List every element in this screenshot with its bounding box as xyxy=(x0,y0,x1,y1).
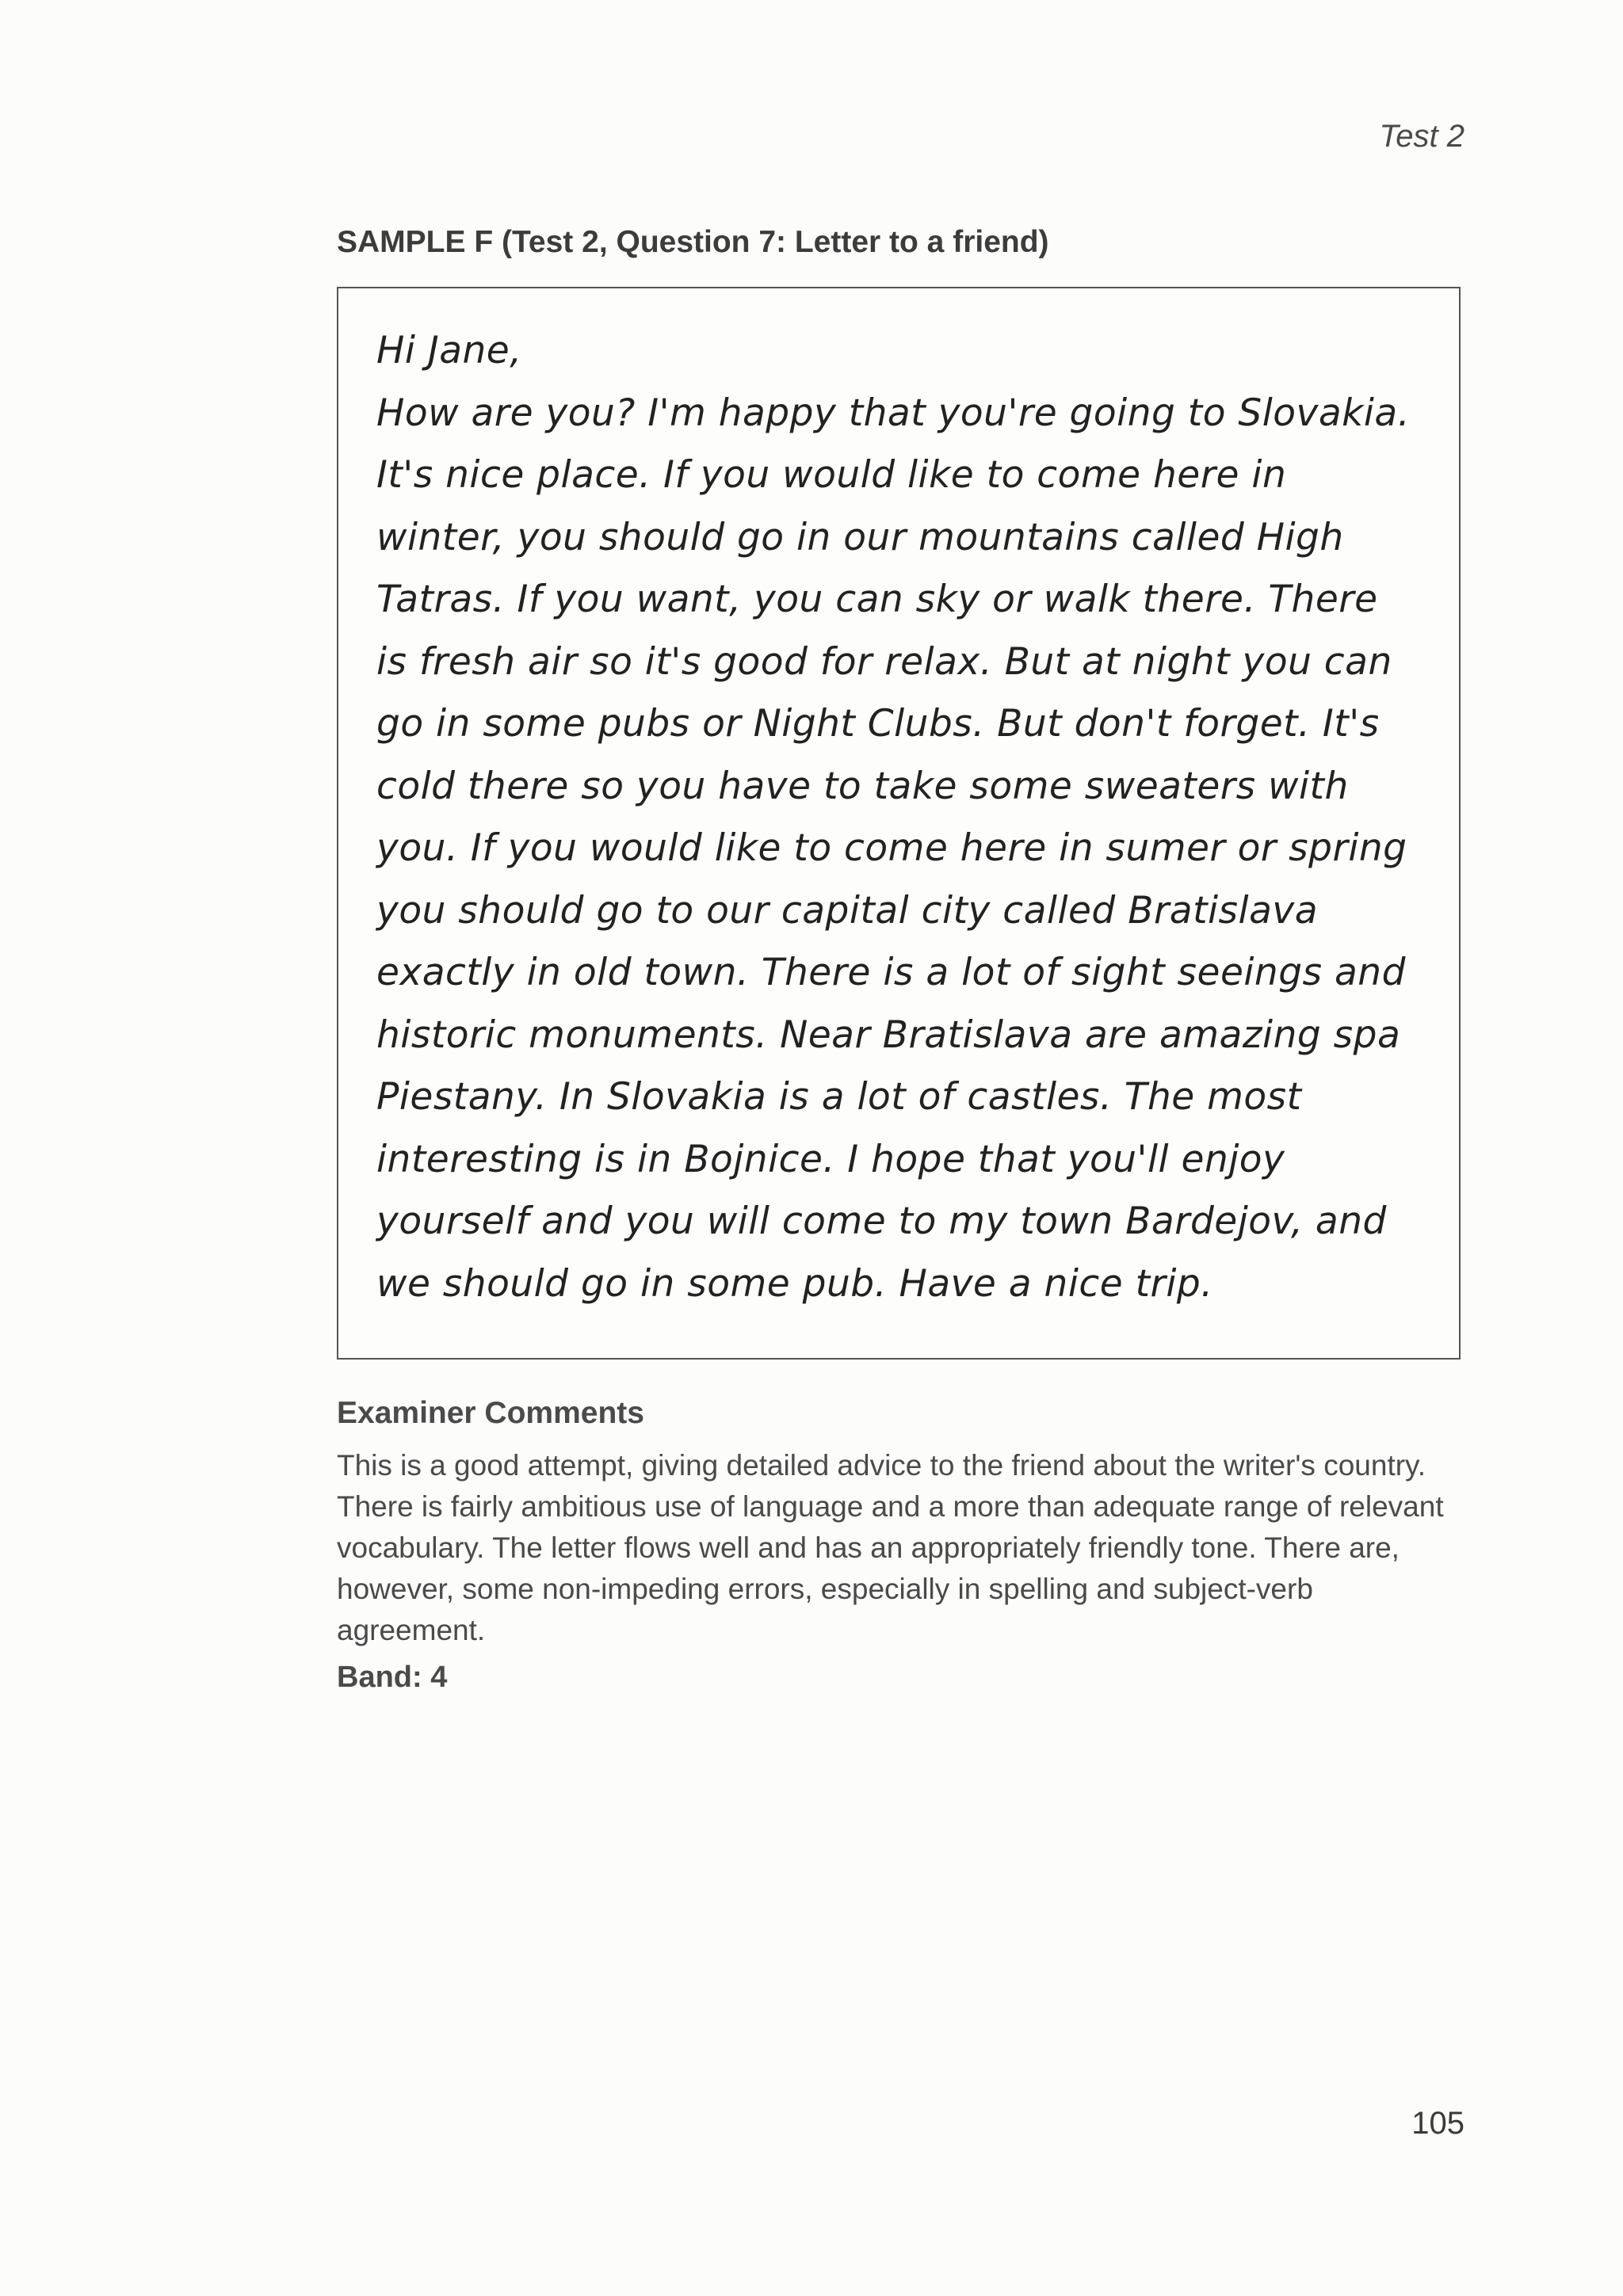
letter-line: historic monuments. Near Bratislava are amazing spa xyxy=(376,1013,1401,1057)
letter-line: Tatras. If you want, you can sky or walk there. There xyxy=(376,578,1378,621)
sample-title: SAMPLE F (Test 2, Question 7: Letter to a friend) xyxy=(337,225,1049,259)
letter-lines xyxy=(376,320,1435,1315)
letter-line: cold there so you have to take some sweaters with xyxy=(376,764,1349,808)
page-number: 105 xyxy=(1411,2106,1465,2141)
letter-line: winter, you should go in our mountains called High xyxy=(376,515,1344,559)
examiner-comments-body: This is a good attempt, giving detailed advice to the friend about the writer's country. There is fairly ambitious use of language and a more than adequate range of relevant vocabulary. The letter flows well and has an appropriately friendly tone. There are, however, some non-impeding errors, especially in spelling and subject-verb agreement. xyxy=(337,1449,1444,1646)
letter-line: It's nice place. If you would like to come here in xyxy=(376,453,1287,497)
letter-line: Piestany. In Slovakia is a lot of castles. The most xyxy=(376,1075,1302,1119)
band-score: Band: 4 xyxy=(337,1661,448,1694)
running-head: Test 2 xyxy=(1379,119,1465,154)
handwritten-letter-box xyxy=(337,287,1461,1360)
examiner-comments-heading: Examiner Comments xyxy=(337,1396,644,1430)
letter-line: you. If you would like to come here in sumer or spring xyxy=(376,826,1407,870)
letter-line: interesting is in Bojnice. I hope that you'll enjoy xyxy=(376,1137,1285,1181)
letter-line: you should go to our capital city called Bratislava xyxy=(376,888,1319,933)
letter-line: yourself and you will come to my town Bardejov, and xyxy=(376,1199,1387,1243)
letter-line: Hi Jane, xyxy=(376,329,522,372)
letter-line: is fresh air so it's good for relax. But at night you can xyxy=(376,639,1392,684)
letter-line: we should go in some pub. Have a nice trip. xyxy=(376,1261,1213,1306)
letter-line: go in some pubs or Night Clubs. But don't forget. It's xyxy=(376,702,1380,746)
letter-line: exactly in old town. There is a lot of sight seeings and xyxy=(376,951,1406,994)
letter-line: How are you? I'm happy that you're going to Slovakia. xyxy=(376,391,1411,435)
